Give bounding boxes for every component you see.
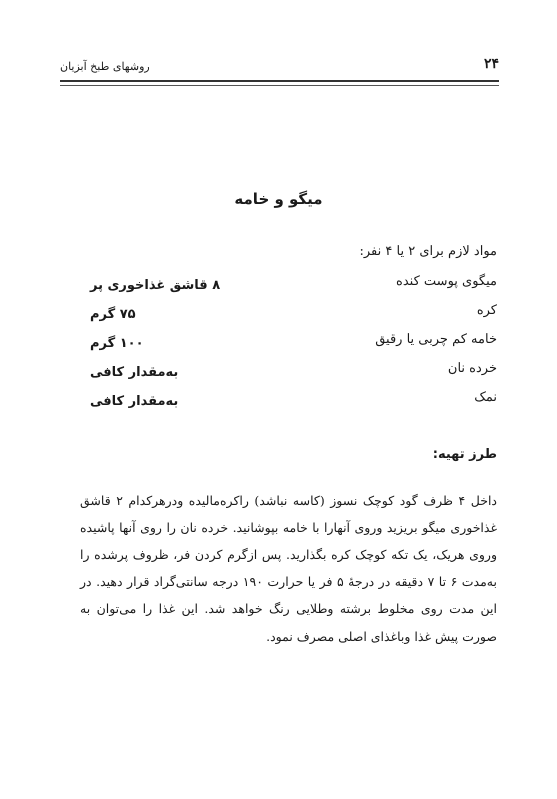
ingredient-quantity: ۸ قاشق غذاخوری پر [90,278,221,293]
ingredient-row [90,390,497,419]
ingredient-quantity: به‌مقدار کافی [90,394,179,409]
method-heading: طرز تهیه: [432,447,497,462]
ingredient-row [90,303,497,332]
ingredient-row [90,332,497,361]
ingredient-name: خرده نان [447,361,497,376]
header-rule-thin [60,85,499,86]
ingredient-name: میگوی پوست کنده [396,274,497,289]
ingredient-quantity: ۱۰۰ گرم [90,336,144,351]
ingredient-name: نمک [474,390,497,405]
ingredient-quantity: به‌مقدار کافی [90,365,179,380]
running-title: روشهای طبخ آبزیان [60,60,150,73]
method-paragraph: داخل ۴ ظرف گود کوچک نسوز (کاسه نباشد) راکره‌مالیده ودرهرکدام ۲ قاشق غذاخوری میگو بریزید وروی آنهارا با خامه بپوشانید. خرده نان را روی آنها پاشیده وروی هریک، یک تکه کوچک کره بگذارید. پس ازگرم کردن فر، ظروف پرشده را به‌مدت ۶ تا ۷ دقیقه در درجهٔ ۵ فر یا حرارت ۱۹۰ درجه سانتی‌گراد قرار دهید. در این مدت روی مخلوط برشته وطلایی رنگ خواهد شد. این غذا را می‌توان به صورت پیش غذا وباغذای اصلی مصرف نمود. [80,492,497,644]
ingredient-quantity: ۷۵ گرم [90,307,136,322]
ingredients-heading: مواد لازم برای ۲ یا ۴ نفر: [359,244,497,259]
page-number: ۲۴ [483,56,499,72]
page-header [60,54,499,94]
header-rule-thick [60,80,499,82]
ingredient-row [90,274,497,303]
ingredient-name: خامه کم چربی یا رقیق [375,332,497,347]
ingredient-name: کره [476,303,497,318]
ingredient-row [90,361,497,390]
recipe-title: میگو و خامه [234,190,323,208]
ingredients-list [90,274,497,419]
